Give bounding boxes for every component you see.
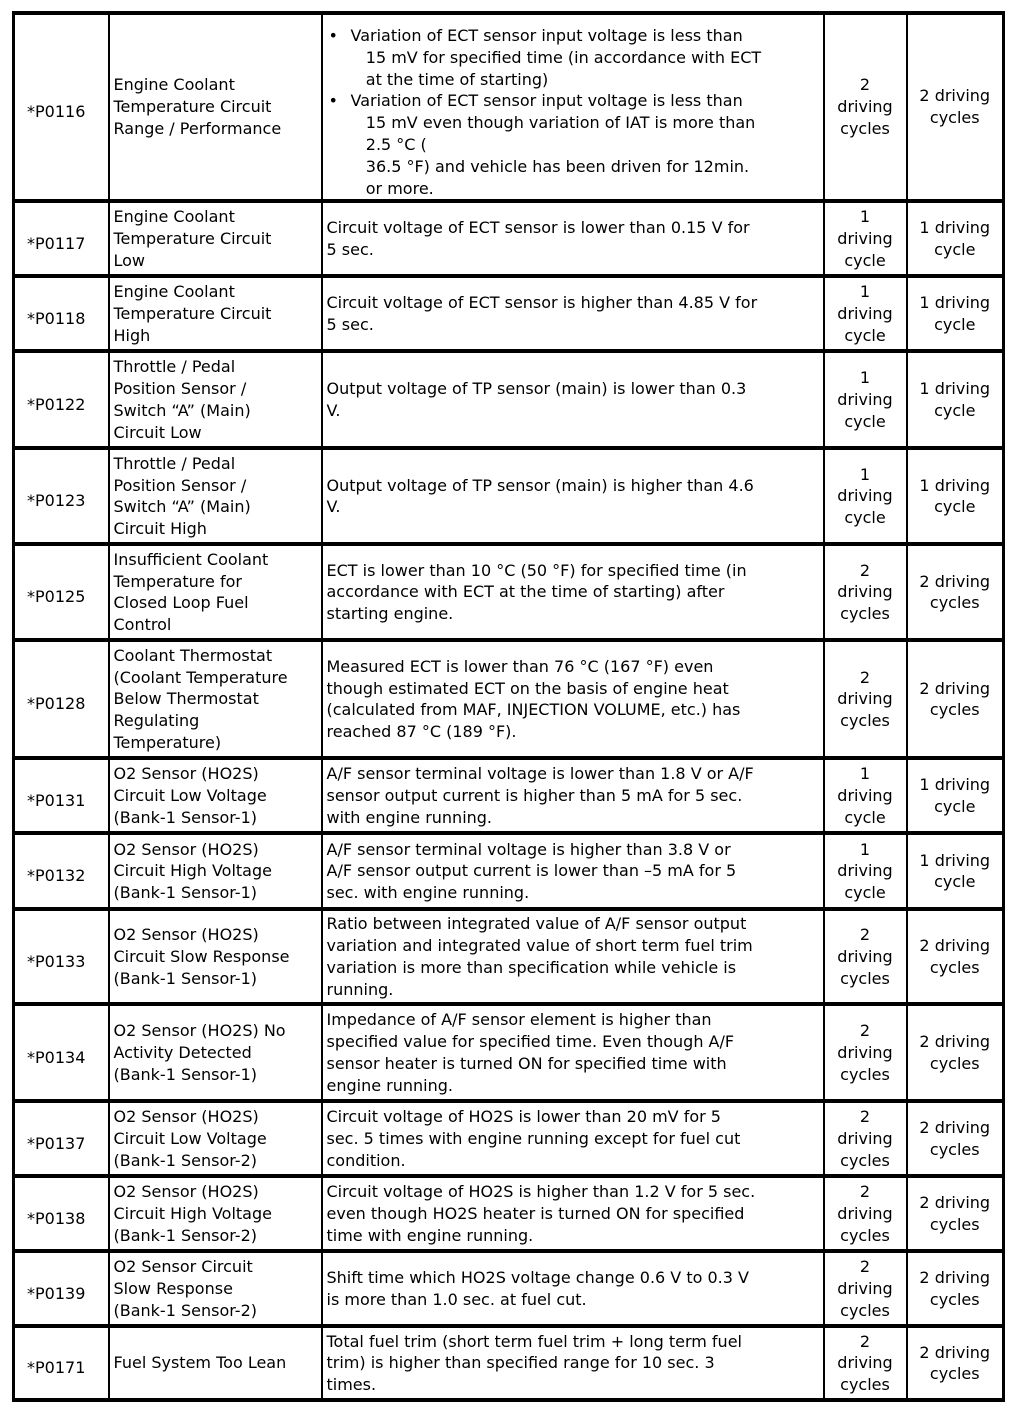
dtc-code: *P0122 xyxy=(14,351,109,448)
table-row xyxy=(14,1176,1004,1251)
mil-trip: 2 driving cycles xyxy=(907,1004,1004,1101)
table-row xyxy=(14,544,1004,640)
bullet-item: • Variation of ECT sensor input voltage is less than 15 mV even though variation of IAT is more than 2.5 °C ( 36.5 °F) and vehicle has been driven for 12min. or more. xyxy=(327,90,819,199)
detection-condition: Circuit voltage of HO2S is higher than 1.2 V for 5 sec. even though HO2S heater is turned ON for specified time with engine running. xyxy=(322,1176,824,1251)
table-row xyxy=(14,276,1004,351)
table-row xyxy=(14,1251,1004,1326)
trip-detection: 2 driving cycles xyxy=(824,544,907,640)
table-row xyxy=(14,640,1004,758)
trip-detection: 2 driving cycles xyxy=(824,1176,907,1251)
table-row xyxy=(14,758,1004,833)
dtc-name: Insufficient Coolant Temperature for Closed Loop Fuel Control xyxy=(109,544,322,640)
detection-condition: Total fuel trim (short term fuel trim + long term fuel trim) is higher than specified range for 10 sec. 3 times. xyxy=(322,1326,824,1400)
dtc-table xyxy=(12,11,1005,1402)
detection-condition xyxy=(322,13,824,201)
dtc-name: O2 Sensor (HO2S) Circuit High Voltage (Bank-1 Sensor-2) xyxy=(109,1176,322,1251)
bullet-item: • Variation of ECT sensor input voltage is less than 15 mV for specified time (in accordance with ECT at the time of starting) xyxy=(327,25,819,90)
trip-detection: 1 driving cycle xyxy=(824,351,907,448)
dtc-code: *P0131 xyxy=(14,758,109,833)
dtc-name: Engine Coolant Temperature Circuit High xyxy=(109,276,322,351)
dtc-name: O2 Sensor (HO2S) No Activity Detected (Bank-1 Sensor-1) xyxy=(109,1004,322,1101)
trip-detection: 2 driving cycles xyxy=(824,1101,907,1176)
table-row xyxy=(14,448,1004,544)
dtc-name: Throttle / Pedal Position Sensor / Switch “A” (Main) Circuit High xyxy=(109,448,322,544)
dtc-code: *P0125 xyxy=(14,544,109,640)
dtc-code: *P0123 xyxy=(14,448,109,544)
mil-trip: 2 driving cycles xyxy=(907,909,1004,1004)
table-row xyxy=(14,1101,1004,1176)
detection-condition: Shift time which HO2S voltage change 0.6 V to 0.3 V is more than 1.0 sec. at fuel cut. xyxy=(322,1251,824,1326)
detection-condition: Circuit voltage of HO2S is lower than 20 mV for 5 sec. 5 times with engine running except for fuel cut condition. xyxy=(322,1101,824,1176)
mil-trip: 2 driving cycles xyxy=(907,1251,1004,1326)
dtc-code: *P0139 xyxy=(14,1251,109,1326)
mil-trip: 1 driving cycle xyxy=(907,351,1004,448)
mil-trip: 2 driving cycles xyxy=(907,544,1004,640)
dtc-name: Coolant Thermostat (Coolant Temperature Below Thermostat Regulating Temperature) xyxy=(109,640,322,758)
detection-condition: ECT is lower than 10 °C (50 °F) for specified time (in accordance with ECT at the time of starting) after starting engine. xyxy=(322,544,824,640)
detection-condition: Impedance of A/F sensor element is higher than specified value for specified time. Even though A/F sensor heater is turned ON for specified time with engine running. xyxy=(322,1004,824,1101)
trip-detection: 2 driving cycles xyxy=(824,13,907,201)
dtc-code: *P0128 xyxy=(14,640,109,758)
table-row xyxy=(14,351,1004,448)
mil-trip: 2 driving cycles xyxy=(907,13,1004,201)
trip-detection: 2 driving cycles xyxy=(824,640,907,758)
dtc-code: *P0137 xyxy=(14,1101,109,1176)
detection-condition: A/F sensor terminal voltage is higher than 3.8 V or A/F sensor output current is lower than –5 mA for 5 sec. with engine running. xyxy=(322,833,824,909)
dtc-name: O2 Sensor (HO2S) Circuit Slow Response (Bank-1 Sensor-1) xyxy=(109,909,322,1004)
mil-trip: 1 driving cycle xyxy=(907,448,1004,544)
trip-detection: 1 driving cycle xyxy=(824,276,907,351)
detection-condition: Output voltage of TP sensor (main) is lower than 0.3 V. xyxy=(322,351,824,448)
table-row xyxy=(14,201,1004,276)
dtc-code: *P0117 xyxy=(14,201,109,276)
dtc-code: *P0133 xyxy=(14,909,109,1004)
mil-trip: 2 driving cycles xyxy=(907,1326,1004,1400)
trip-detection: 1 driving cycle xyxy=(824,201,907,276)
table-row xyxy=(14,13,1004,201)
dtc-name: O2 Sensor Circuit Slow Response (Bank-1 Sensor-2) xyxy=(109,1251,322,1326)
dtc-name: Throttle / Pedal Position Sensor / Switch “A” (Main) Circuit Low xyxy=(109,351,322,448)
trip-detection: 2 driving cycles xyxy=(824,1251,907,1326)
trip-detection: 1 driving cycle xyxy=(824,448,907,544)
mil-trip: 2 driving cycles xyxy=(907,640,1004,758)
dtc-name: Engine Coolant Temperature Circuit Range / Performance xyxy=(109,13,322,201)
dtc-code: *P0132 xyxy=(14,833,109,909)
mil-trip: 1 driving cycle xyxy=(907,276,1004,351)
trip-detection: 2 driving cycles xyxy=(824,1326,907,1400)
table-row xyxy=(14,1004,1004,1101)
trip-detection: 1 driving cycle xyxy=(824,758,907,833)
dtc-name: O2 Sensor (HO2S) Circuit Low Voltage (Bank-1 Sensor-2) xyxy=(109,1101,322,1176)
dtc-code: *P0118 xyxy=(14,276,109,351)
table-row xyxy=(14,1326,1004,1400)
detection-condition: A/F sensor terminal voltage is lower than 1.8 V or A/F sensor output current is higher than 5 mA for 5 sec. with engine running. xyxy=(322,758,824,833)
dtc-name: O2 Sensor (HO2S) Circuit High Voltage (Bank-1 Sensor-1) xyxy=(109,833,322,909)
dtc-name: O2 Sensor (HO2S) Circuit Low Voltage (Bank-1 Sensor-1) xyxy=(109,758,322,833)
trip-detection: 2 driving cycles xyxy=(824,1004,907,1101)
detection-condition: Output voltage of TP sensor (main) is higher than 4.6 V. xyxy=(322,448,824,544)
mil-trip: 1 driving cycle xyxy=(907,201,1004,276)
detection-condition: Ratio between integrated value of A/F sensor output variation and integrated value of short term fuel trim variation is more than specification while vehicle is running. xyxy=(322,909,824,1004)
detection-condition: Measured ECT is lower than 76 °C (167 °F) even though estimated ECT on the basis of engine heat (calculated from MAF, INJECTION VOLUME, etc.) has reached 87 °C (189 °F). xyxy=(322,640,824,758)
detection-condition: Circuit voltage of ECT sensor is higher than 4.85 V for 5 sec. xyxy=(322,276,824,351)
dtc-name: Fuel System Too Lean xyxy=(109,1326,322,1400)
mil-trip: 1 driving cycle xyxy=(907,833,1004,909)
dtc-code: *P0138 xyxy=(14,1176,109,1251)
mil-trip: 2 driving cycles xyxy=(907,1176,1004,1251)
mil-trip: 1 driving cycle xyxy=(907,758,1004,833)
dtc-code: *P0134 xyxy=(14,1004,109,1101)
trip-detection: 1 driving cycle xyxy=(824,833,907,909)
table-row xyxy=(14,833,1004,909)
dtc-code: *P0116 xyxy=(14,13,109,201)
mil-trip: 2 driving cycles xyxy=(907,1101,1004,1176)
trip-detection: 2 driving cycles xyxy=(824,909,907,1004)
table-row xyxy=(14,909,1004,1004)
detection-condition: Circuit voltage of ECT sensor is lower than 0.15 V for 5 sec. xyxy=(322,201,824,276)
dtc-name: Engine Coolant Temperature Circuit Low xyxy=(109,201,322,276)
dtc-code: *P0171 xyxy=(14,1326,109,1400)
